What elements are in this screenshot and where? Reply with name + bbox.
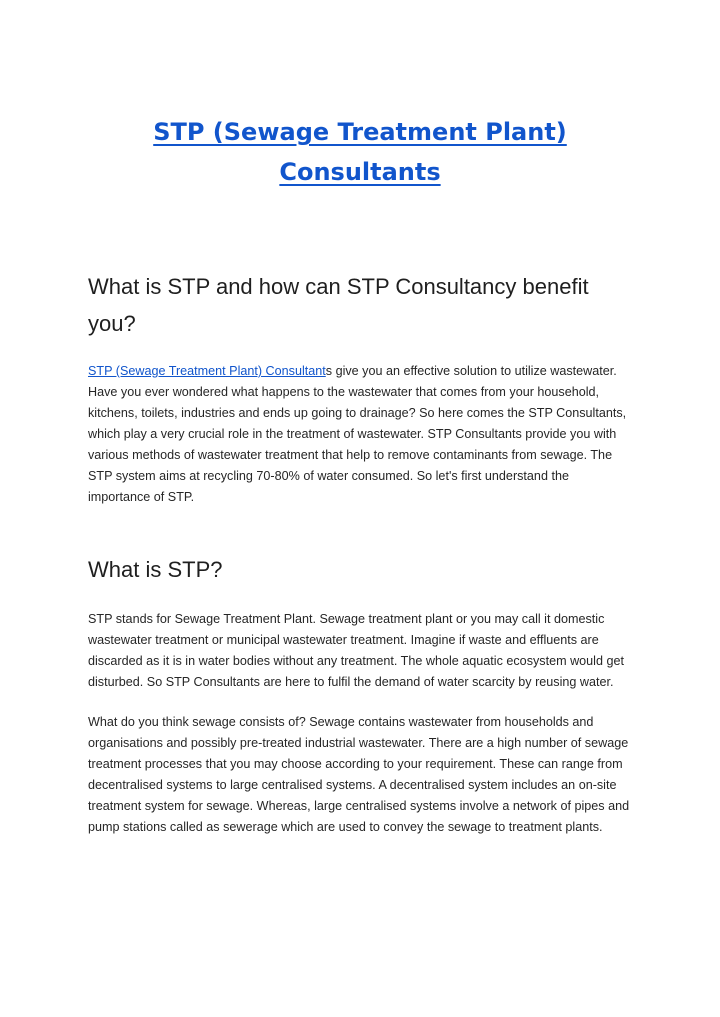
sewage-composition-paragraph: What do you think sewage consists of? Sewage contains wastewater from households and organisations and possibly pre-treated industrial wastewater. There are a high number of sewage treatment processes that you may choose according to your requirement. These can range from decentralised systems to large centralised systems. A decentralised system includes an on-site treatment system for sewage. Whereas, large centralised systems involve a network of pipes and pump stations called as sewerage which are used to convey the sewage to treatment plants.: [88, 715, 630, 834]
stp-consultant-link[interactable]: STP (Sewage Treatment Plant) Consultant: [88, 364, 326, 378]
intro-paragraph: [88, 361, 634, 508]
section-heading-benefits: What is STP and how can STP Consultancy benefit you?: [88, 274, 589, 336]
intro-paragraph-text: s give you an effective solution to utilize wastewater. Have you ever wondered what happens to the wastewater that comes from your household, kitchens, toilets, industries and ends up going to drainage? So here comes the STP Consultants, which play a very crucial role in the treatment of wastewater. STP Consultants provide you with various methods of wastewater treatment that help to remove contaminants from sewage. The STP system aims at recycling 70-80% of water consumed. So let's first understand the importance of STP.: [88, 364, 627, 504]
section-heading-what-is-stp: What is STP?: [88, 557, 223, 582]
document-title[interactable]: STP (Sewage Treatment Plant) Consultants: [153, 118, 567, 186]
what-is-stp-paragraph: STP stands for Sewage Treatment Plant. Sewage treatment plant or you may call it domestic wastewater treatment or municipal wastewater treatment. Imagine if waste and effluents are discarded as it is in water bodies without any treatment. The whole aquatic ecosystem would get disturbed. So STP Consultants are here to fulfil the demand of water scarcity by reusing water.: [88, 612, 624, 689]
